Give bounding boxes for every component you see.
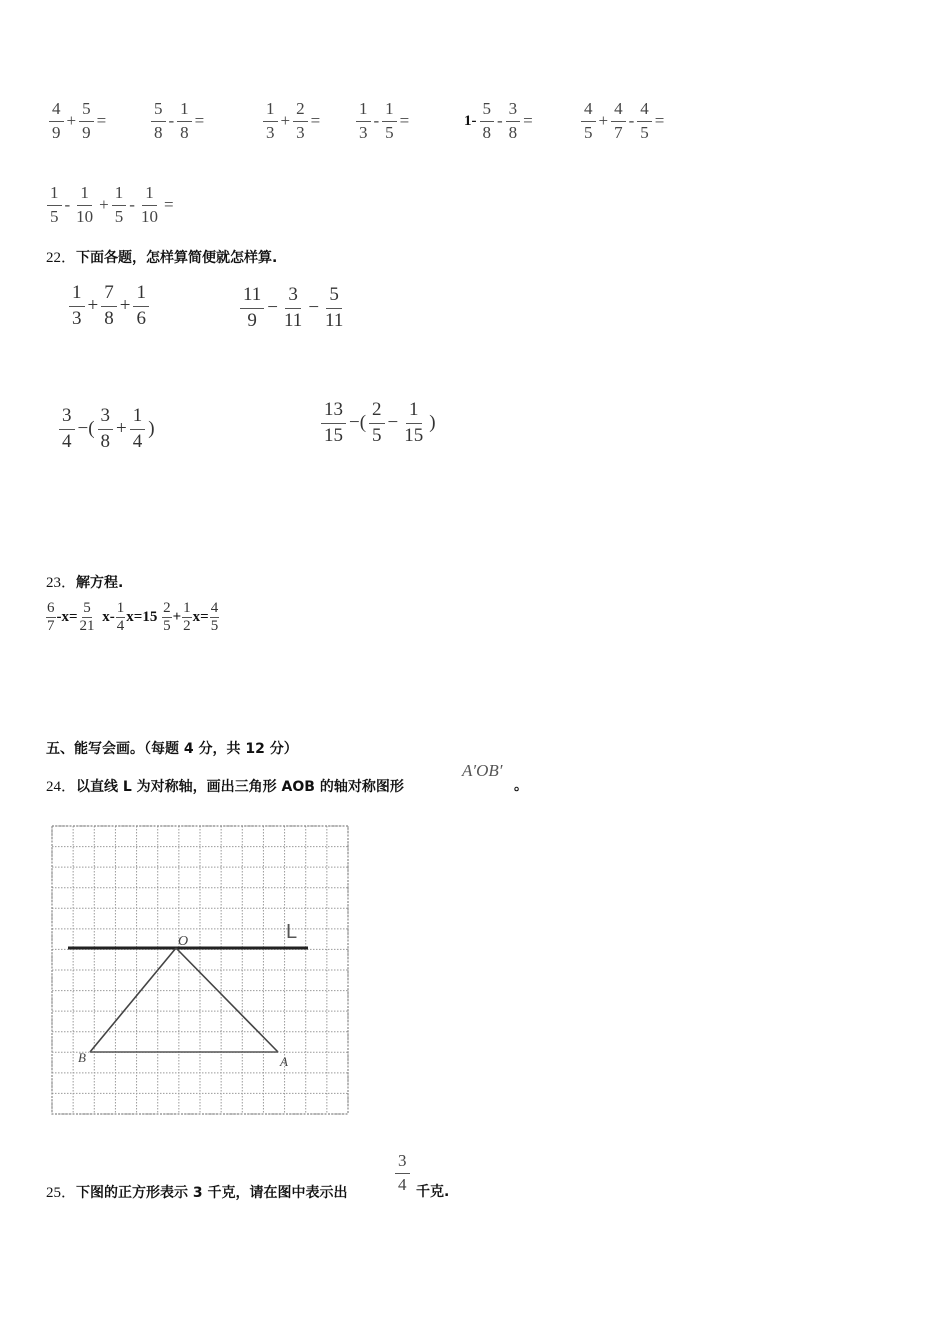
equations-row: $\frac{6}{7}$ -x= $\frac{5}{21}$ x- $\frac{1}{4}$ x=15 $\frac{2}{5}$ + $\frac{1}{2}$ x= $\frac{4}{5}$	[47, 600, 219, 634]
fraction: $\frac{2}{3}$	[293, 100, 308, 142]
fraction: $\frac{1}{3}$	[69, 283, 85, 330]
grid-figure	[46, 822, 352, 1118]
question-24-heading: 24．以直线 L 为对称轴，画出三角形 AOB 的轴对称图形	[46, 779, 404, 795]
fraction: $\frac{1}{5}$	[112, 184, 127, 226]
segment-OB	[90, 948, 176, 1052]
fraction: $\frac{3}{4}$	[395, 1152, 410, 1194]
period: 。	[514, 778, 528, 794]
fraction: $\frac{1}{5}$	[47, 184, 62, 226]
fraction: $\frac{5}{9}$	[79, 100, 94, 142]
calc-item: $\frac{5}{8}$ - $\frac{1}{8}$ =	[150, 100, 206, 142]
simplify-expression-4: $\frac{13}{15}$ −( $\frac{2}{5}$ − $\frac{1}{15}$ )	[320, 400, 438, 447]
fraction: $\frac{5}{8}$	[151, 100, 166, 142]
calc-item: 1- $\frac{5}{8}$ - $\frac{3}{8}$ =	[464, 99, 533, 142]
section-heading: 五、能写会画。（每题 4 分，共 12 分）	[46, 741, 298, 757]
question-23-heading: 23．解方程.	[46, 575, 124, 591]
figure-label: A′OB′	[462, 761, 503, 780]
fraction: $\frac{1}{3}$	[263, 100, 278, 142]
fraction: $\frac{13}{15}$	[321, 400, 346, 447]
fraction: $\frac{1}{3}$	[356, 100, 371, 142]
label-B: B	[78, 1050, 86, 1065]
calc-item: $\frac{4}{9}$ + $\frac{5}{9}$ =	[48, 100, 108, 142]
fraction: $\frac{4}{7}$	[611, 100, 626, 142]
fraction: $\frac{3}{11}$	[284, 284, 303, 331]
question-25-heading: 25．下图的正方形表示 3 千克，请在图中表示出	[46, 1185, 348, 1201]
question-22-heading: 22．下面各题，怎样算简便就怎样算.	[46, 250, 278, 266]
fraction: $\frac{1}{10}$	[76, 183, 94, 226]
calc-item: $\frac{4}{5}$ + $\frac{4}{7}$ - $\frac{4}{5}$ =	[580, 100, 666, 142]
fraction: $\frac{5}{11}$	[325, 284, 344, 331]
fraction: $\frac{1}{5}$	[382, 100, 397, 142]
q25-fraction	[394, 1152, 411, 1194]
fraction: $\frac{5}{8}$	[480, 100, 495, 142]
q25-unit: 千克.	[416, 1184, 450, 1200]
segment-OA	[176, 948, 278, 1052]
fraction: $\frac{3}{4}$	[59, 406, 75, 453]
fraction: $\frac{4}{5}$	[637, 100, 652, 142]
fraction: $\frac{1}{15}$	[404, 399, 424, 446]
fraction: $\frac{4}{5}$	[581, 100, 596, 142]
label-L: L	[286, 921, 298, 943]
simplify-expression-2: $\frac{11}{9}$ − $\frac{3}{11}$ − $\frac{5}{11}$	[239, 285, 347, 332]
fraction: $\frac{1}{4}$	[116, 600, 125, 634]
fraction: $\frac{1}{6}$	[133, 283, 149, 330]
fraction: $\frac{3}{8}$	[98, 406, 114, 453]
simplify-expression-3: $\frac{3}{4}$ −( $\frac{3}{8}$ + $\frac{1}{4}$ )	[58, 406, 157, 453]
fraction: $\frac{4}{5}$	[210, 600, 219, 634]
fraction: $\frac{11}{9}$	[240, 285, 264, 332]
fraction: $\frac{1}{2}$	[183, 600, 191, 634]
simplify-expression-1: $\frac{1}{3}$ + $\frac{7}{8}$ + $\frac{1}{6}$	[68, 283, 150, 330]
fraction: $\frac{1}{10}$	[140, 183, 158, 226]
calc-item: $\frac{1}{3}$ - $\frac{1}{5}$ =	[355, 100, 411, 142]
calc-item: $\frac{1}{5}$ - $\frac{1}{10}$ + $\frac{1}{5}$ - $\frac{1}{10}$ =	[46, 184, 176, 226]
fraction: $\frac{6}{7}$	[47, 600, 55, 634]
fraction: $\frac{3}{8}$	[506, 100, 521, 142]
grid-lines	[52, 826, 348, 1114]
fraction: $\frac{5}{21}$	[79, 600, 95, 634]
label-O: O	[178, 934, 189, 949]
fraction: $\frac{1}{4}$	[130, 406, 146, 453]
fraction: $\frac{2}{5}$	[163, 600, 171, 634]
fraction: $\frac{7}{8}$	[101, 283, 117, 330]
fraction: $\frac{2}{5}$	[369, 400, 385, 447]
calc-item: $\frac{1}{3}$ + $\frac{2}{3}$ =	[262, 100, 322, 142]
fraction: $\frac{4}{9}$	[49, 100, 64, 142]
fraction: $\frac{1}{8}$	[177, 100, 192, 142]
label-A: A	[280, 1054, 288, 1069]
